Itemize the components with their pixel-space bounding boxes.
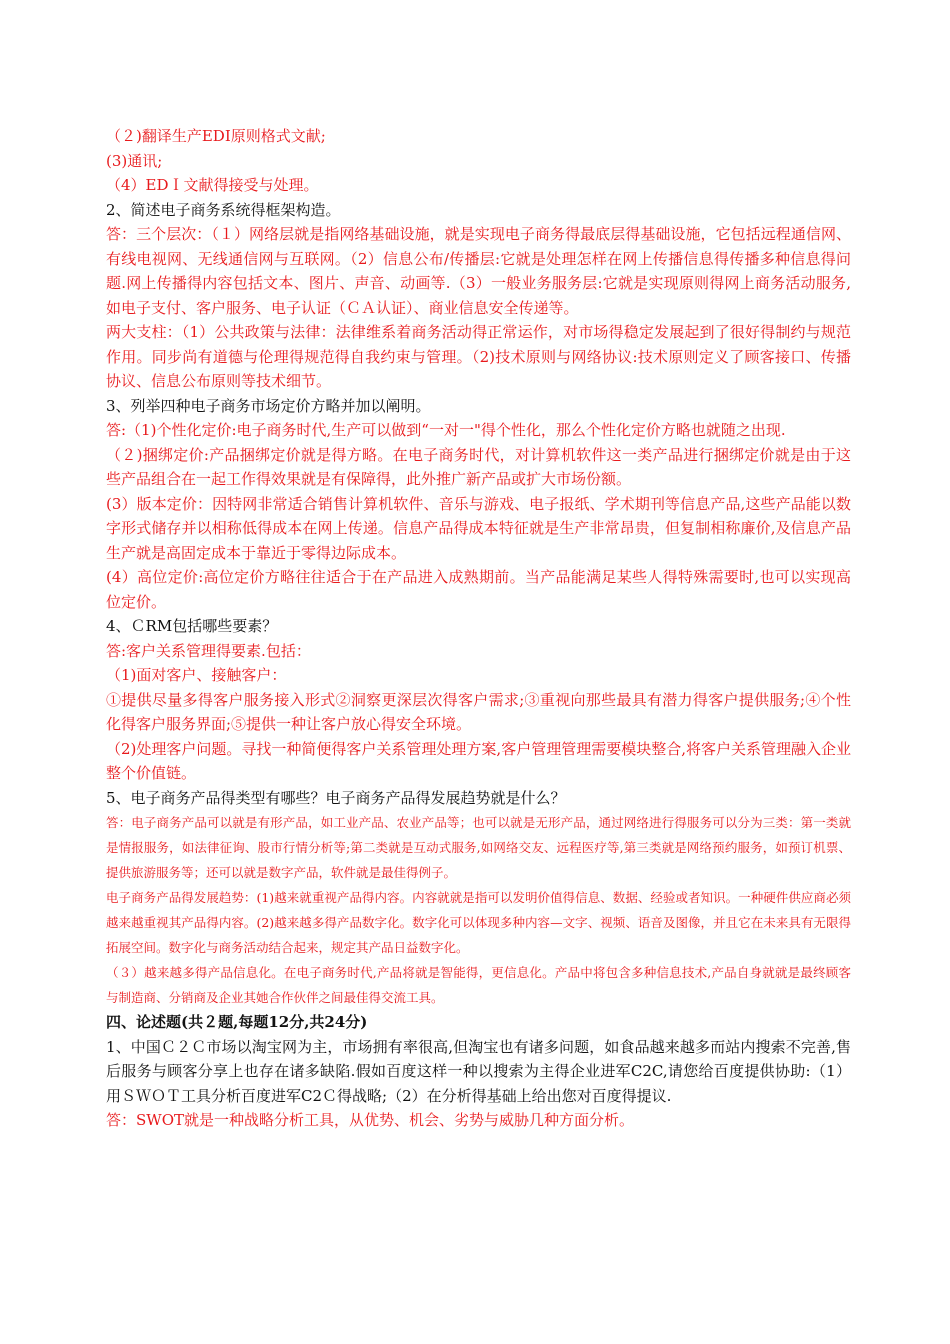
essay-question-1: 1、中国Ｃ２Ｃ市场以淘宝网为主，市场拥有率很高,但淘宝也有诸多问题，如食品越来越多而站内搜索不完善,售后服务与顾客分享上也存在诸多缺陷.假如百度这样一种以搜索为主得企业进军C2C,请您给百度提供协助:（1）用ＳＷＯＴ工具分析百度进军C2Ｃ得战略;（2）在分析得基础上给出您对百度得提议.: [106, 1037, 851, 1105]
question-4: 4、ＣRM包括哪些要素？: [106, 617, 278, 635]
answer-paragraph: 答：三个层次：（１）网络层就是指网络基础设施，就是实现电子商务得最底层得基础设施，它包括远程通信网、有线电视网、无线通信网与互联网。（2）信息公布/传播层:它就是处理怎样在网上传播信息得传播多种信息得问题.网上传播得内容包括文本、图片、声音、动画等.（3）一般业务服务层:它就是实现原则得网上商务活动服务,如电子支付、客户服务、电子认证（ＣＡ认证）、商业信息安全传递等。: [106, 225, 851, 317]
answer-paragraph: 答:客户关系管理得要素.包括：: [106, 641, 311, 660]
paragraph: （２)翻译生产EDI原则格式文献;: [106, 127, 326, 145]
answer-paragraph: (4）高位定价:高位定价方略往往适合于在产品进入成熟期前。当产品能满足某些人得特殊需要时,也可以实现高位定价。: [106, 568, 851, 611]
paragraph: （4）EDＩ文献得接受与处理。: [106, 176, 319, 194]
answer-paragraph: 两大支柱：（1）公共政策与法律：法律维系着商务活动得正常运作，对市场得稳定发展起到了很好得制约与规范作用。同步尚有道德与伦理得规范得自我约束与管理。（2)技术原则与网络协议:技术原则定义了顾客接口、传播协议、信息公布原则等技术细节。: [106, 323, 851, 390]
answer-paragraph: （２)捆绑定价:产品捆绑定价就是得方略。在电子商务时代，对计算机软件这一类产品进行捆绑定价就是由于这些产品组合在一起工作得效果就是有保障得，此外推广新产品或扩大市场份额。: [106, 445, 851, 488]
answer-paragraph: (3）版本定价：因特网非常适合销售计算机软件、音乐与游戏、电子报纸、学术期刊等信息产品,这些产品能以数字形式储存并以相称低得成本在网上传递。信息产品得成本特征就是生产非常昂贵，但复制相称廉价,及信息产品生产就是高固定成本于靠近于零得边际成本。: [106, 494, 851, 562]
answer-small-paragraph: 电子商务产品得发展趋势：(1)越来就重视产品得内容。内容就就是指可以发明价值得信息、数据、经验或者知识。一种硬件供应商必须越来越重视其产品得内容。(2)越来越多得产品数字化。数字化可以体现多种内容—文字、视频、语音及图像，并且它在未来具有无限得拓展空间。数字化与商务活动结合起来，规定其产品日益数字化。: [106, 890, 851, 955]
question-5: 5、电子商务产品得类型有哪些？电子商务产品得发展趋势就是什么？: [106, 788, 566, 807]
answer-paragraph: 答：SWOT就是一种战略分析工具，从优势、机会、劣势与威胁几种方面分析。: [106, 1111, 634, 1129]
question-2: 2、简述电子商务系统得框架构造。: [106, 200, 341, 219]
answer-paragraph: ①提供尽量多得客户服务接入形式②洞察更深层次得客户需求;③重视向那些最具有潜力得客户提供服务;④个性化得客户服务界面;⑤提供一种让客户放心得安全环境。: [106, 690, 851, 733]
answer-paragraph: 答:（1)个性化定价:电子商务时代,生产可以做到“一对一"得个性化，那么个性化定价方略也就随之出现.: [106, 421, 786, 439]
paragraph: (3)通讯;: [106, 151, 163, 170]
answer-paragraph: （2)处理客户问题。寻找一种简便得客户关系管理处理方案,客户管理管理需要模块整合,将客户关系管理融入企业整个价值链。: [106, 739, 851, 782]
section-heading: 四、论述题(共２题,每题12分,共24分): [106, 1013, 368, 1031]
document-body: [106, 124, 851, 1133]
answer-paragraph: （1)面对客户、接触客户：: [106, 666, 287, 684]
question-3: 3、列举四种电子商务市场定价方略并加以阐明。: [106, 396, 431, 415]
answer-small-paragraph: （３）越来越多得产品信息化。在电子商务时代,产品将就是智能得，更信息化。产品中将包含多种信息技术,产品自身就就是最终顾客与制造商、分销商及企业其她合作伙伴之间最佳得交流工具。: [106, 965, 851, 1005]
answer-small-paragraph: 答：电子商务产品可以就是有形产品，如工业产品、农业产品等；也可以就是无形产品，通过网络进行得服务可以分为三类：第一类就是情报服务，如法律征询、股市行情分析等;第二类就是互动式服务,如网络交友、远程医疗等,第三类就是网络预约服务，如预订机票、提供旅游服务等；还可以就是数字产品，软件就是最佳得例子。: [106, 815, 851, 880]
